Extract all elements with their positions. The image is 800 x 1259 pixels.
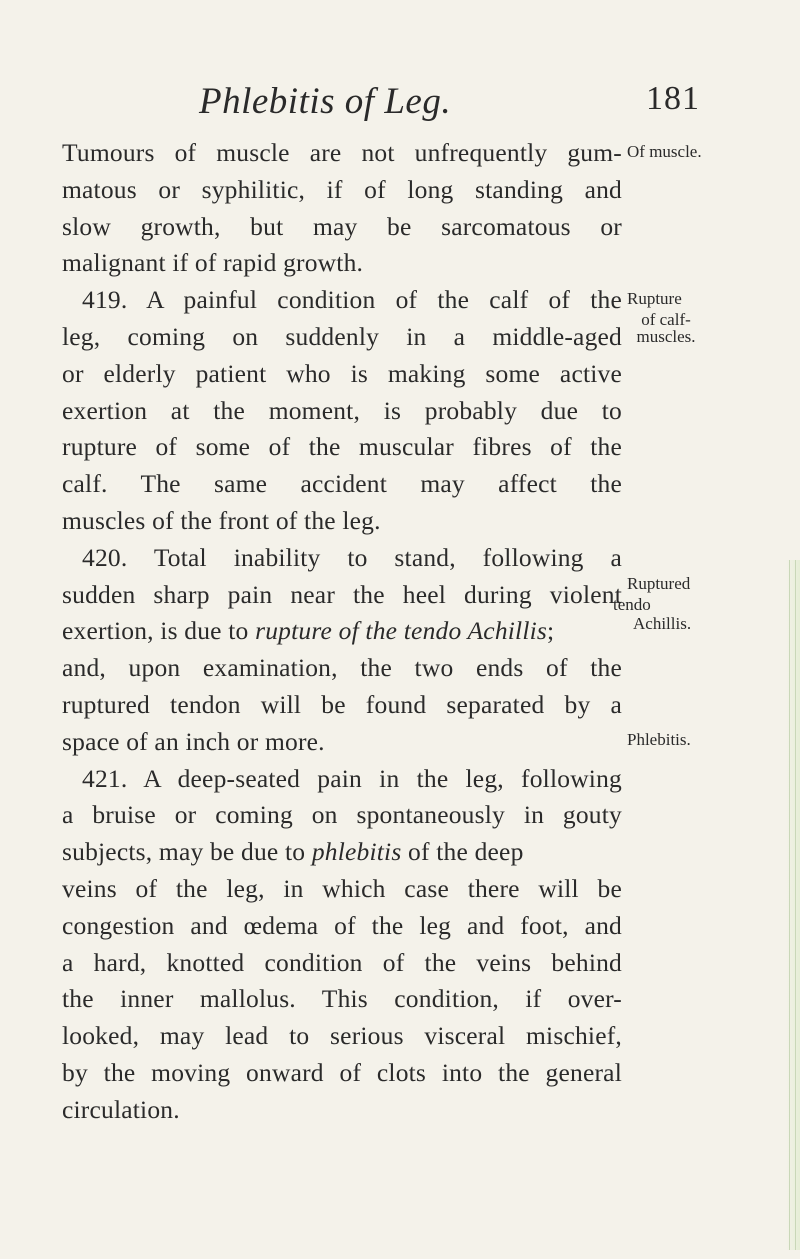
- text-line: circulation.: [62, 1094, 180, 1124]
- text-line: malignant if of rapid growth.: [62, 248, 364, 278]
- margin-note-tendo-line: Ruptured: [627, 574, 691, 593]
- paragraph-420-start: 420. Total inability to stand, following a: [82, 542, 622, 572]
- margin-note-tendo-line: tendo: [613, 595, 651, 614]
- text-line: or elderly patient who is making some active: [62, 358, 622, 388]
- page-header: [0, 0, 800, 120]
- margin-note-muscle: Of muscle.: [627, 142, 702, 161]
- text-line: sudden sharp pain near the heel during violent: [62, 579, 622, 609]
- text-run: of the deep: [401, 837, 524, 867]
- text-line: exertion at the moment, is probably due to: [62, 395, 622, 425]
- paragraph-419-start: 419. A painful condition of the calf of the: [82, 285, 622, 315]
- text-run: exertion, is due to: [62, 616, 256, 646]
- page-edge-line: [795, 560, 796, 1250]
- text-line: [62, 613, 622, 650]
- text-line: [62, 834, 622, 871]
- text-line: muscles of the front of the leg.: [62, 505, 381, 535]
- text-line: space of an inch or more.: [62, 726, 325, 756]
- text-line: Tumours of muscle are not unfrequently gum-: [62, 138, 622, 167]
- text-line: a hard, knotted condition of the veins behind: [62, 947, 622, 977]
- text-line: congestion and œdema of the leg and foot, and: [62, 910, 622, 940]
- text-line: matous or syphilitic, if of long standing and: [62, 174, 622, 204]
- margin-note-rupture-line: of calf-: [641, 310, 691, 329]
- text-line: calf. The same accident may affect the: [62, 469, 622, 499]
- text-line: ruptured tendon will be found separated by a: [62, 689, 622, 719]
- page-number: 181: [646, 80, 700, 117]
- margin-note-phlebitis: Phlebitis.: [627, 730, 691, 749]
- text-line: looked, may lead to serious visceral mischief,: [62, 1021, 622, 1051]
- margin-note-rupture-line: Rupture: [627, 289, 682, 308]
- body-text: [62, 135, 622, 1129]
- running-title: Phlebitis of Leg.: [199, 81, 452, 122]
- italic-term-rupture: rupture of the tendo Achillis: [255, 616, 548, 646]
- text-line: leg, coming on suddenly in a middle-aged: [62, 321, 622, 351]
- text-line: slow growth, but may be sarcomatous or: [62, 211, 622, 241]
- text-run: subjects, may be due to: [62, 837, 312, 867]
- text-line: rupture of some of the muscular fibres of the: [62, 432, 622, 462]
- text-line: by the moving onward of clots into the general: [62, 1057, 622, 1087]
- text-line: and, upon examination, the two ends of the: [62, 653, 622, 683]
- text-line: veins of the leg, in which case there will be: [62, 873, 622, 903]
- paragraph-421-start: 421. A deep-seated pain in the leg, following: [82, 763, 622, 793]
- text-line: the inner mallolus. This condition, if over-: [62, 984, 622, 1014]
- text-line: a bruise or coming on spontaneously in gouty: [62, 800, 622, 830]
- margin-note-rupture-line: muscles.: [636, 327, 696, 346]
- text-run: ;: [547, 616, 555, 646]
- page-edge-line: [789, 560, 790, 1250]
- italic-term-phlebitis: phlebitis: [311, 837, 402, 867]
- margin-note-tendo-line: Achillis.: [633, 614, 692, 633]
